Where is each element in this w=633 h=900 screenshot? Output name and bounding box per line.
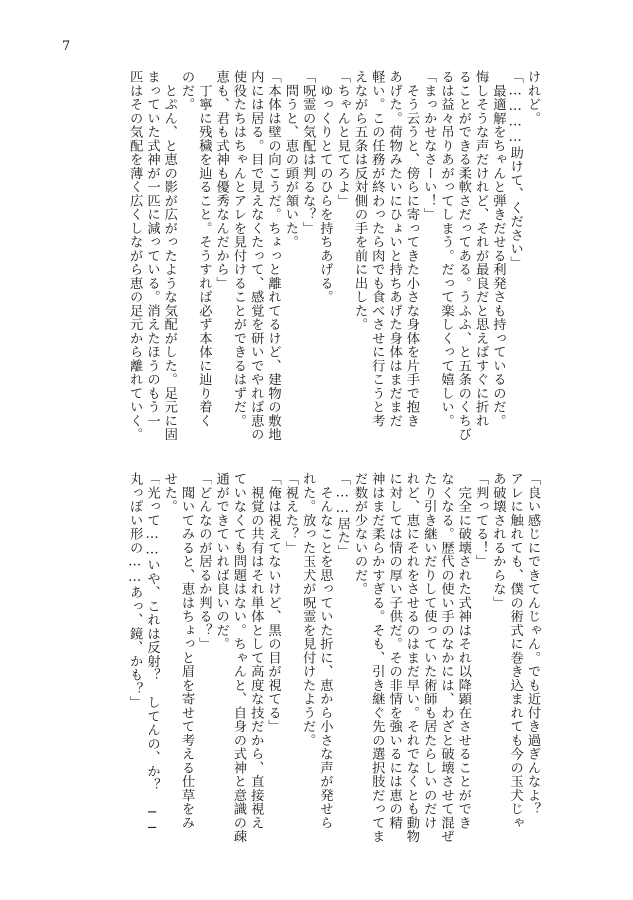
lower-text-column: アレに触れても、僕の術式に巻き込まれても今の玉犬じゃ (507, 472, 523, 830)
lower-text-column: あ破壊されるからな」 (490, 472, 506, 610)
upper-text-column: えながら五条は反対側の手を前に出した。 (352, 70, 368, 332)
upper-text-column: とぷん、と恵の影が広がったような気配がした。足元に固 (161, 70, 177, 442)
upper-text-column: 「本体は壁の向こうだ。ちょっと離れてるけど、建物の敷地 (265, 70, 281, 442)
upper-text-column: ることができる柔軟さだってある。うふふ、と五条のくちび (455, 70, 471, 442)
upper-text-column: 「呪霊の気配は判るな？」 (300, 70, 316, 235)
upper-text-column: 匹はその気配を薄く広くしながら恵の足元から離れていく。 (127, 70, 143, 442)
lower-text-column: 丸っぽい形の……あっ、鏡、かも？」 (127, 472, 143, 710)
lower-text-column: だ数が少ないのだ。 (352, 472, 368, 596)
lower-text-column: 「判ってる！」 (473, 472, 489, 569)
upper-text-column: 「…………助けて、ください」 (507, 70, 523, 270)
lower-text-block (126, 472, 541, 860)
lower-text-column: れた。放った玉犬が呪霊を見付けたようだ。 (300, 472, 316, 747)
upper-text-column: あげた。荷物みたいにひょいと持ちあげた身体はまだまだ (386, 70, 402, 428)
lower-text-column: 「良い感じにできてんじゃん。でも近付き過ぎんなよ？ (525, 472, 540, 816)
lower-text-column: 神はまだ柔らかすぎる。そも、引き継ぐ先の選択肢だってま (369, 472, 385, 844)
lower-text-column: に対しては情の厚い子供だ。その非情を強いるには恵の精 (386, 472, 402, 830)
upper-text-column: けれど。 (525, 70, 540, 125)
upper-text-column: 丁寧に残穢を辿ること。そうすれば必ず本体に辿り着く (196, 70, 212, 428)
lower-text-column: 通ができていれば良いのだ。 (213, 472, 229, 651)
lower-text-column: なくなる。歴代の使い手のなかには、わざと破壊させて混ぜ (438, 472, 454, 844)
upper-text-column: のだ。 (179, 70, 195, 112)
upper-text-column: 内には居る。目で見えなくたって、感覚を研いでやれば恵の (248, 70, 264, 442)
lower-text-column: 「どんなのが居るか判る？」 (196, 472, 212, 651)
upper-text-column: るは益々吊りあがってしまう。だって楽しくって嬉しい。 (438, 70, 454, 428)
upper-text-block (126, 70, 541, 442)
lower-text-column: 視覚の共有はそれ単体として高度な技だから、直接視え (248, 472, 264, 830)
upper-text-column: 恵も、君も式神も優秀なんだから」 (213, 70, 229, 290)
lower-text-column: 聞いてみると、恵はちょっと眉を寄せて考える仕草をみ (179, 472, 195, 830)
upper-text-column: 軽い。この任務が終わったら肉でも食べさせに行こうと考 (369, 70, 385, 428)
upper-text-column: そう云うと、傍らに寄ってきた小さな身体を片手で抱き (403, 70, 419, 428)
upper-text-column: 最適解をちゃんと弾きだせる利発さも持っているのだ。 (490, 70, 506, 428)
upper-text-column: 「まっかせなさーい！」 (421, 70, 437, 222)
lower-text-column: 「俺は視えてないけど、黒の目が視てる」 (265, 472, 281, 734)
lower-text-column: ていなくても問題はない。ちゃんと、自身の式神と意識の疎 (230, 472, 246, 844)
lower-text-column: 「視えた？」 (282, 472, 298, 555)
lower-text-column: せた。 (161, 472, 177, 514)
upper-text-column: ゆっくりとてのひらを持ちあげる。 (317, 70, 333, 304)
lower-text-column: 完全に破壊された式神はそれ以降顕在させることができ (455, 472, 471, 830)
upper-text-column: まっていた式神が一匹に減っている。消えたほうのもう一 (144, 70, 160, 428)
lower-text-column: そんなことを思っていた折に、恵から小さな声が発せら (317, 472, 333, 830)
upper-text-column: 「ちゃんと見てろよ」 (334, 70, 350, 208)
upper-text-column: 悔しそうな声だけれど、それが最良だと思えばすぐに折れ (473, 70, 489, 428)
upper-text-column: 使役たちはちゃんとアレを見付けることができるはずだ。 (230, 70, 246, 428)
lower-text-column: 「……居た」 (334, 472, 350, 558)
lower-text-column: たり引き継いだりして使っていた術師も居たらしいのだけ (421, 472, 437, 830)
lower-text-column: 「光って……いや、これは反射？ してんの、か？ ── (144, 472, 160, 837)
page-number: 7 (62, 39, 71, 54)
upper-text-column: 問うと、恵の頭が頷いた。 (282, 70, 298, 249)
lower-text-column: れど、恵にそれをさせるのはまだ早い。それでなくとも動物 (403, 472, 419, 844)
